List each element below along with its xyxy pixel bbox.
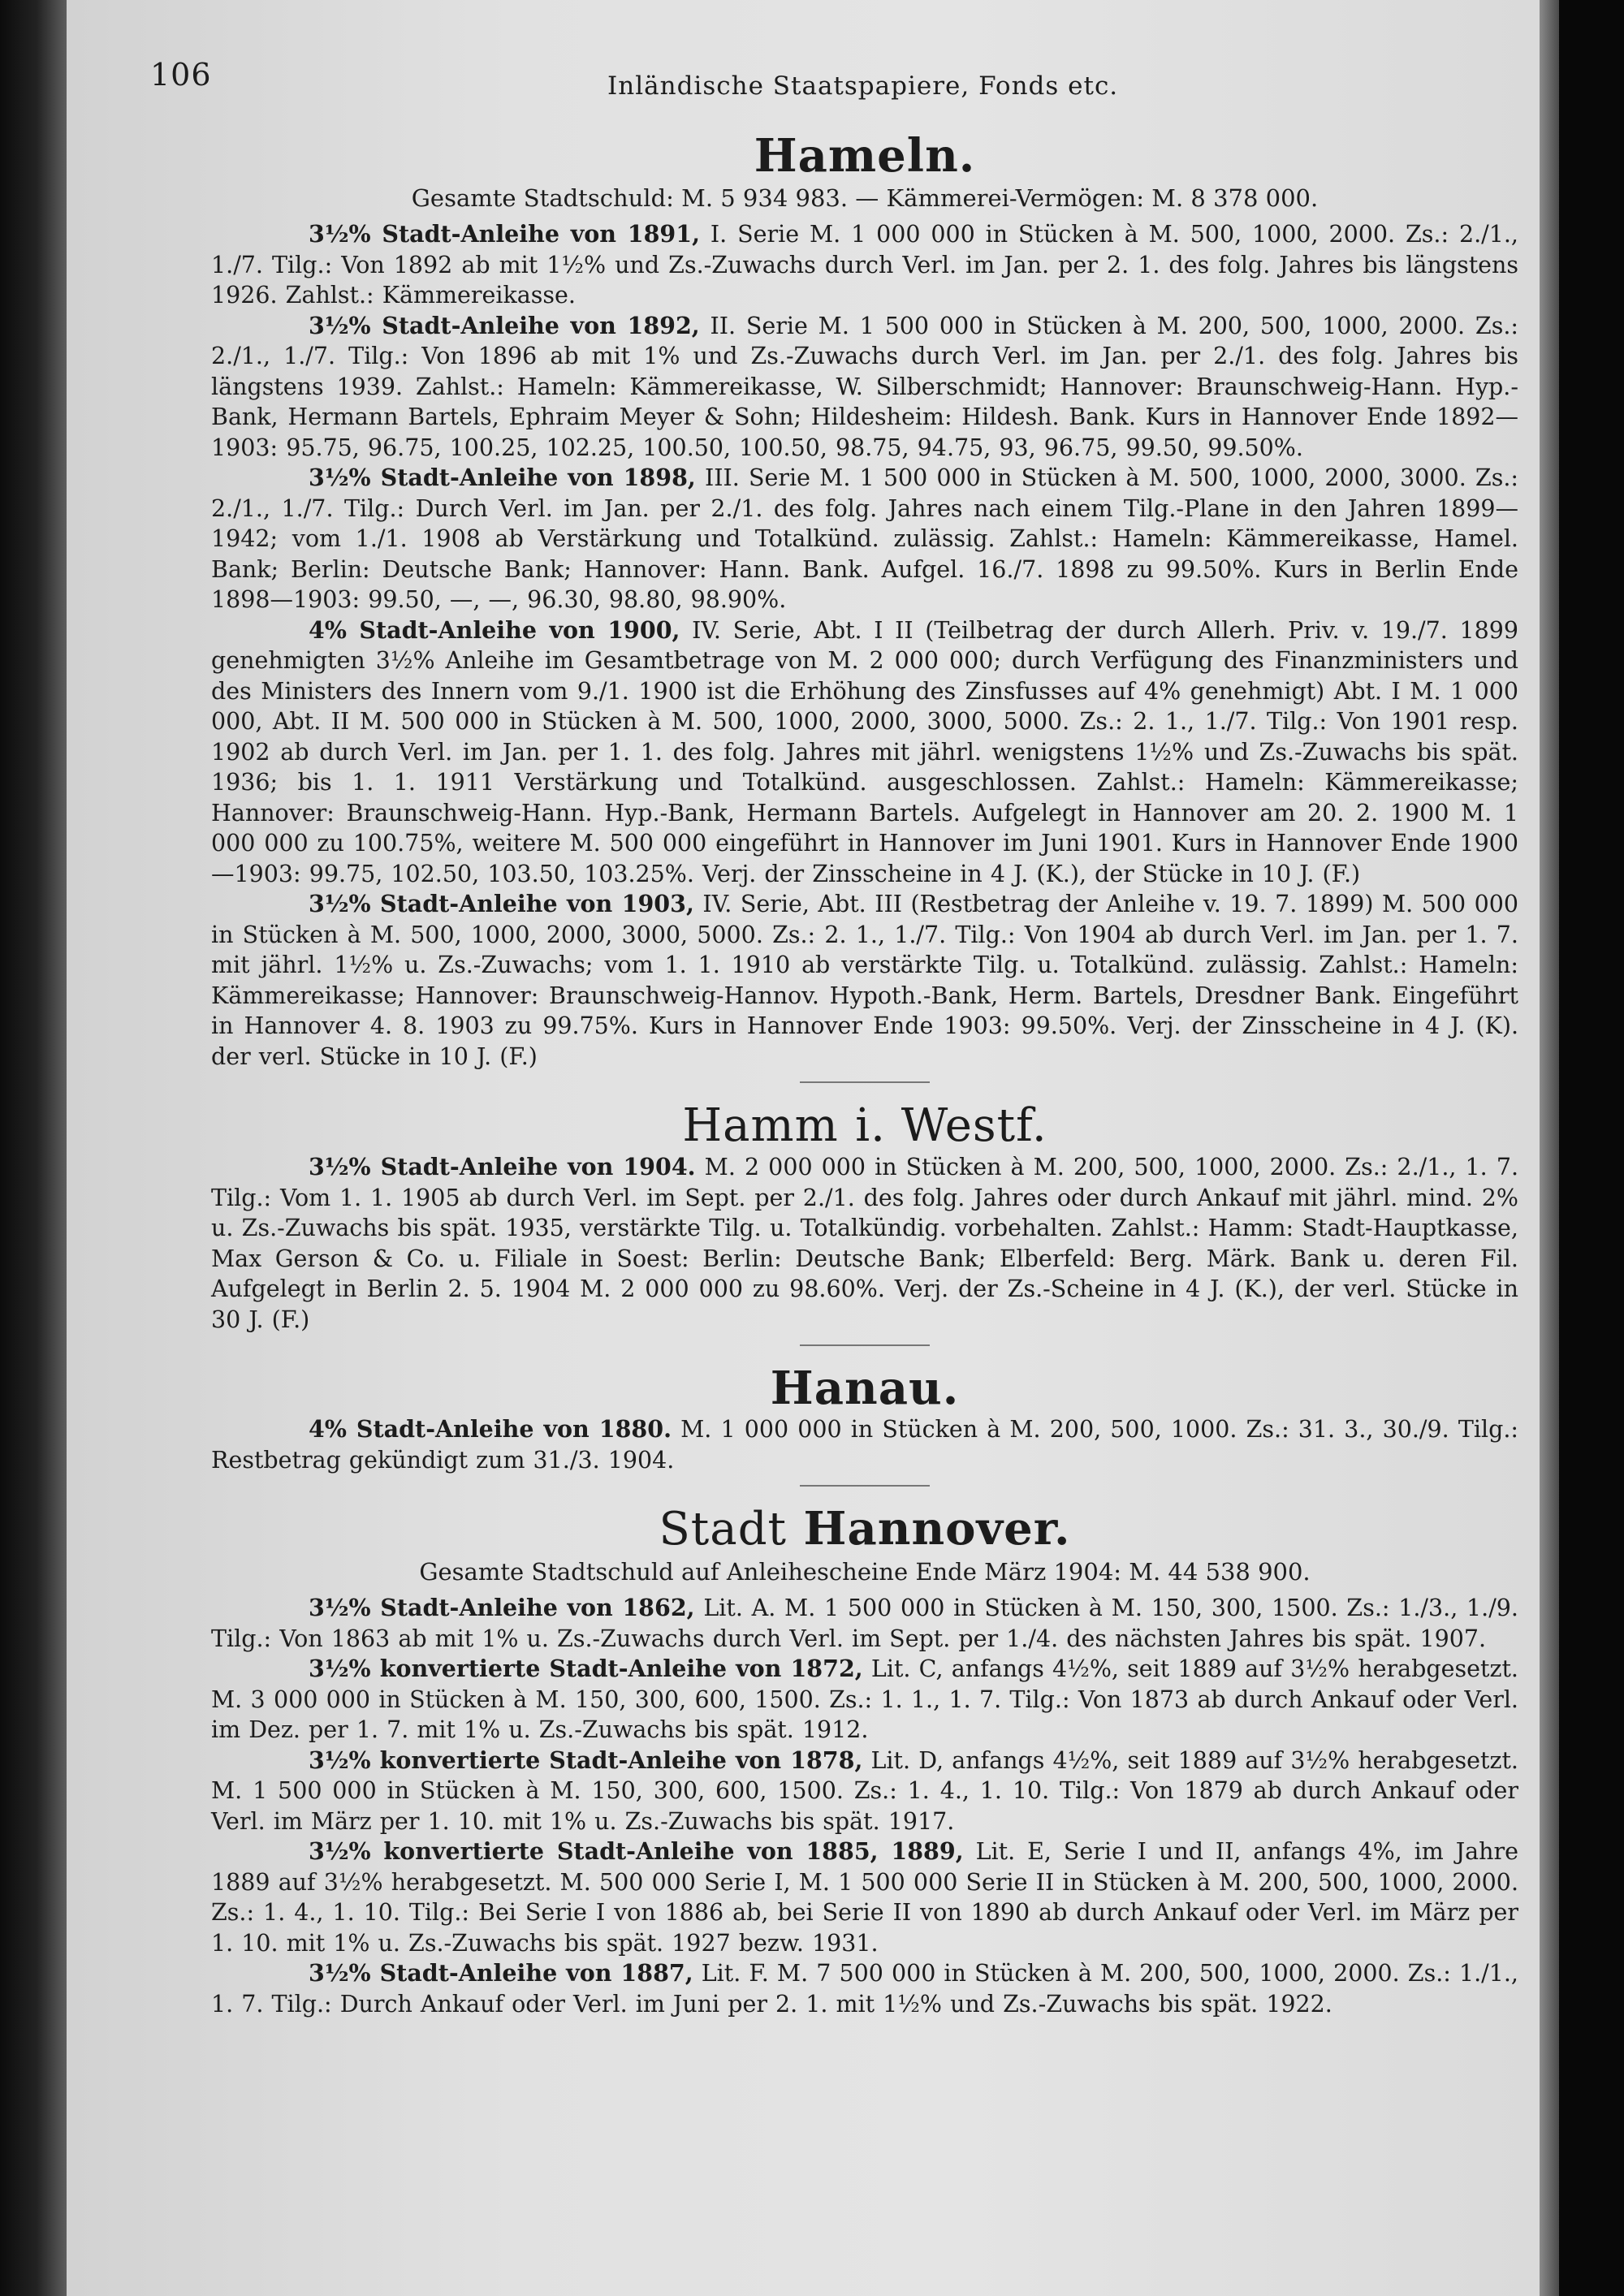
- bond-heading: 3½% konvertierte Stadt-Anleihe von 1885, 1889,: [309, 1837, 964, 1865]
- page-content: [211, 130, 1518, 2019]
- section-title-part: i. Westf.: [855, 1099, 1047, 1152]
- bond-entry: [211, 1152, 1518, 1335]
- scan-border-left: [0, 0, 67, 2296]
- bond-heading: 4% Stadt-Anleihe von 1900,: [309, 615, 680, 644]
- bond-heading: 3½% konvertierte Stadt-Anleihe von 1872,: [309, 1655, 863, 1682]
- bond-details: I. Serie M. 1 000 000 in Stücken à M. 500, 1000, 2000. Zs.: 2./1., 1./7. Tilg.: Von 1892 ab mit 1½% und Zs.-Zuwachs durch Verl. im Jan. per 2. 1. des folg. Jahres bis längstens 1926. Zahlst.: Kämmereikasse.: [211, 221, 1518, 309]
- bond-details: III. Serie M. 1 500 000 in Stücken à M. 500, 1000, 2000, 3000. Zs.: 2./1., 1./7. Tilg.: Durch Verl. im Jan. per 2./1. des folg. Jahres nach einem Tilg.-Plane in den Jahren 1899—1942; vom 1./1. 1908 ab Verstärkung und Totalkünd. zulässig. Zahlst.: Hameln: Kämmereikasse, Hamel. Bank; Berlin: Deutsche Bank; Hannover: Hann. Bank. Aufgel. 16./7. 1898 zu 99.50%. Kurs in Berlin Ende 1898—1903: 99.50, —, —, 96.30, 98.80, 98.90%.: [211, 464, 1518, 613]
- section-title-part: Hannover.: [803, 1502, 1071, 1556]
- bond-details: M. 1 000 000 in Stücken à M. 200, 500, 1000. Zs.: 31. 3., 30./9. Tilg.: Restbetrag gekündigt zum 31./3. 1904.: [211, 1416, 1518, 1474]
- bond-entry: [211, 1593, 1518, 1654]
- running-head: Inländische Staatspapiere, Fonds etc.: [607, 71, 1119, 101]
- section-title: Hanau.: [770, 1362, 960, 1415]
- bond-entry: [211, 1836, 1518, 1958]
- bond-heading: 3½% Stadt-Anleihe von 1904.: [309, 1153, 696, 1180]
- bond-entry: [211, 311, 1518, 464]
- section-title: Hameln.: [754, 129, 976, 183]
- bond-details: II. Serie M. 1 500 000 in Stücken à M. 200, 500, 1000, 2000. Zs.: 2./1., 1./7. Tilg.: Von 1896 ab mit 1% und Zs.-Zuwachs durch Verl. im Jan. per 2./1. des folg. Jahres bis längstens 1939. Zahlst.: Hameln: Kämmereikasse, W. Silberschmidt; Hannover: Braunschweig-Hann. Hyp.-Bank, Hermann Bartels, Ephraim Meyer & Sohn; Hildesheim: Hildesh. Bank. Kurs in Hannover Ende 1892—1903: 95.75, 96.75, 100.25, 102.25, 100.50, 100.50, 98.75, 94.75, 93, 96.75, 99.50, 99.50%.: [211, 312, 1518, 461]
- bond-entry: [211, 1654, 1518, 1746]
- section-hameln: [211, 130, 1518, 1072]
- bond-entry: [211, 1414, 1518, 1475]
- section-divider: [800, 1344, 930, 1346]
- bond-entry: [211, 1746, 1518, 1837]
- section-divider: [800, 1081, 930, 1083]
- bond-heading: 3½% Stadt-Anleihe von 1891,: [309, 220, 701, 248]
- bond-heading: 3½% Stadt-Anleihe von 1862,: [309, 1594, 695, 1621]
- scan-border-right: [1559, 0, 1624, 2296]
- page-number: 106: [150, 57, 212, 93]
- section-divider: [800, 1485, 930, 1487]
- bond-heading: 3½% Stadt-Anleihe von 1892,: [309, 311, 700, 339]
- bond-heading: 4% Stadt-Anleihe von 1880.: [309, 1415, 672, 1443]
- bond-details: IV. Serie, Abt. I II (Teilbetrag der durch Allerh. Priv. v. 19./7. 1899 genehmigten 3½% Anleihe im Gesamtbetrage von M. 2 000 000; durch Verfügung des Finanzministers und des Ministers des Innern vom 9./1. 1900 ist die Erhöhung des Zinsfusses auf 4% genehmigt) Abt. I M. 1 000 000, Abt. II M. 500 000 in Stücken à M. 500, 1000, 2000, 3000, 5000. Zs.: 2. 1., 1./7. Tilg.: Von 1901 resp. 1902 ab durch Verl. im Jan. per 1. 1. des folg. Jahres mit jährl. wenigstens 1½% und Zs.-Zuwachs bis spät. 1936; bis 1. 1. 1911 Verstärkung und Totalkünd. ausgeschlossen. Zahlst.: Hameln: Kämmereikasse; Hannover: Braunschweig-Hann. Hyp.-Bank, Hermann Bartels. Aufgelegt in Hannover am 20. 2. 1900 M. 1 000 000 zu 100.75%, weitere M. 500 000 eingeführt in Hannover im Juni 1901. Kurs in Hannover Ende 1900—1903: 99.75, 102.50, 103.50, 103.25%. Verj. der Zinsscheine in 4 J. (K.), der Stücke in 10 J. (F.): [211, 616, 1518, 887]
- section-summary: Gesamte Stadtschuld auf Anleihescheine Ende März 1904: M. 44 538 900.: [419, 1558, 1311, 1586]
- bond-entry: [211, 1958, 1518, 2019]
- bond-entry: [211, 615, 1518, 890]
- section-hanau: [211, 1362, 1518, 1475]
- bond-entry: [211, 219, 1518, 311]
- bond-entry: [211, 463, 1518, 615]
- section-hannover: [211, 1503, 1518, 2019]
- section-title-part: Stadt: [659, 1503, 788, 1556]
- bond-heading: 3½% konvertierte Stadt-Anleihe von 1878,: [309, 1746, 863, 1774]
- section-title: [211, 1099, 1518, 1152]
- bond-details: Lit. F. M. 7 500 000 in Stücken à M. 200, 500, 1000, 2000. Zs.: 1./1., 1. 7. Tilg.: Durch Ankauf oder Verl. im Juni per 2. 1. mit 1½% und Zs.-Zuwachs bis spät. 1922.: [211, 1960, 1518, 2018]
- section-summary: Gesamte Stadtschuld: M. 5 934 983. — Kämmerei-Vermögen: M. 8 378 000.: [411, 184, 1319, 212]
- bond-details: Lit. E, Serie I und II, anfangs 4%, im Jahre 1889 auf 3½% herabgesetzt. M. 500 000 Serie I, M. 1 500 000 Serie II in Stücken à M. 200, 500, 1000, 2000. Zs.: 1. 4., 1. 10. Tilg.: Bei Serie I von 1886 ab, bei Serie II von 1890 ab durch Ankauf oder Verl. im März per 1. 10. mit 1% u. Zs.-Zuwachs bis spät. 1927 bezw. 1931.: [211, 1838, 1518, 1957]
- bond-details: Lit. C, anfangs 4½%, seit 1889 auf 3½% herabgesetzt. M. 3 000 000 in Stücken à M. 150, 300, 600, 1500. Zs.: 1. 1., 1. 7. Tilg.: Von 1873 ab durch Ankauf oder Verl. im Dez. per 1. 7. mit 1% u. Zs.-Zuwachs bis spät. 1912.: [211, 1655, 1518, 1743]
- bond-details: IV. Serie, Abt. III (Restbetrag der Anleihe v. 19. 7. 1899) M. 500 000 in Stücken à M. 500, 1000, 2000, 3000, 5000. Zs.: 2. 1., 1./7. Tilg.: Von 1904 ab durch Verl. im Jan. per 1. 7. mit jährl. 1½% u. Zs.-Zuwachs; vom 1. 1. 1910 ab verstärkte Tilg. u. Totalkünd. zulässig. Zahlst.: Hameln: Kämmereikasse; Hannover: Braunschweig-Hannov. Hypoth.-Bank, Herm. Bartels, Dresdner Bank. Eingeführt in Hannover 4. 8. 1903 zu 99.75%. Kurs in Hannover Ende 1903: 99.50%. Verj. der Zinsscheine in 4 J. (K). der verl. Stücke in 10 J. (F.): [211, 891, 1518, 1070]
- bond-details: Lit. D, anfangs 4½%, seit 1889 auf 3½% herabgesetzt. M. 1 500 000 in Stücken à M. 150, 300, 600, 1500. Zs.: 1. 4., 1. 10. Tilg.: Von 1879 ab durch Ankauf oder Verl. im März per 1. 10. mit 1% u. Zs.-Zuwachs bis spät. 1917.: [211, 1746, 1518, 1835]
- page-edge-shadow: [1540, 0, 1559, 2296]
- bond-entry: [211, 889, 1518, 1072]
- bond-heading: 3½% Stadt-Anleihe von 1887,: [309, 1959, 693, 1987]
- section-title: [211, 1503, 1518, 1556]
- section-title-part: Hamm: [682, 1099, 839, 1152]
- bond-details: M. 2 000 000 in Stücken à M. 200, 500, 1000, 2000. Zs.: 2./1., 1. 7. Tilg.: Vom 1. 1. 1905 ab durch Verl. im Sept. per 2./1. des folg. Jahres oder durch Ankauf mit jährl. mind. 2% u. Zs.-Zuwachs bis spät. 1935, verstärkte Tilg. u. Totalkündig. vorbehalten. Zahlst.: Hamm: Stadt-Hauptkasse, Max Gerson & Co. u. Filiale in Soest: Berlin: Deutsche Bank; Elberfeld: Berg. Märk. Bank u. deren Fil. Aufgelegt in Berlin 2. 5. 1904 M. 2 000 000 zu 98.60%. Verj. der Zs.-Scheine in 4 J. (K.), der verl. Stücke in 30 J. (F.): [211, 1154, 1519, 1333]
- bond-heading: 3½% Stadt-Anleihe von 1898,: [309, 464, 696, 491]
- section-hamm: [211, 1099, 1518, 1335]
- bond-heading: 3½% Stadt-Anleihe von 1903,: [309, 890, 694, 917]
- bond-details: Lit. A. M. 1 500 000 in Stücken à M. 150, 300, 1500. Zs.: 1./3., 1./9. Tilg.: Von 1863 ab mit 1% u. Zs.-Zuwachs durch Verl. im Sept. per 1./4. des nächsten Jahres bis spät. 1907.: [211, 1595, 1518, 1652]
